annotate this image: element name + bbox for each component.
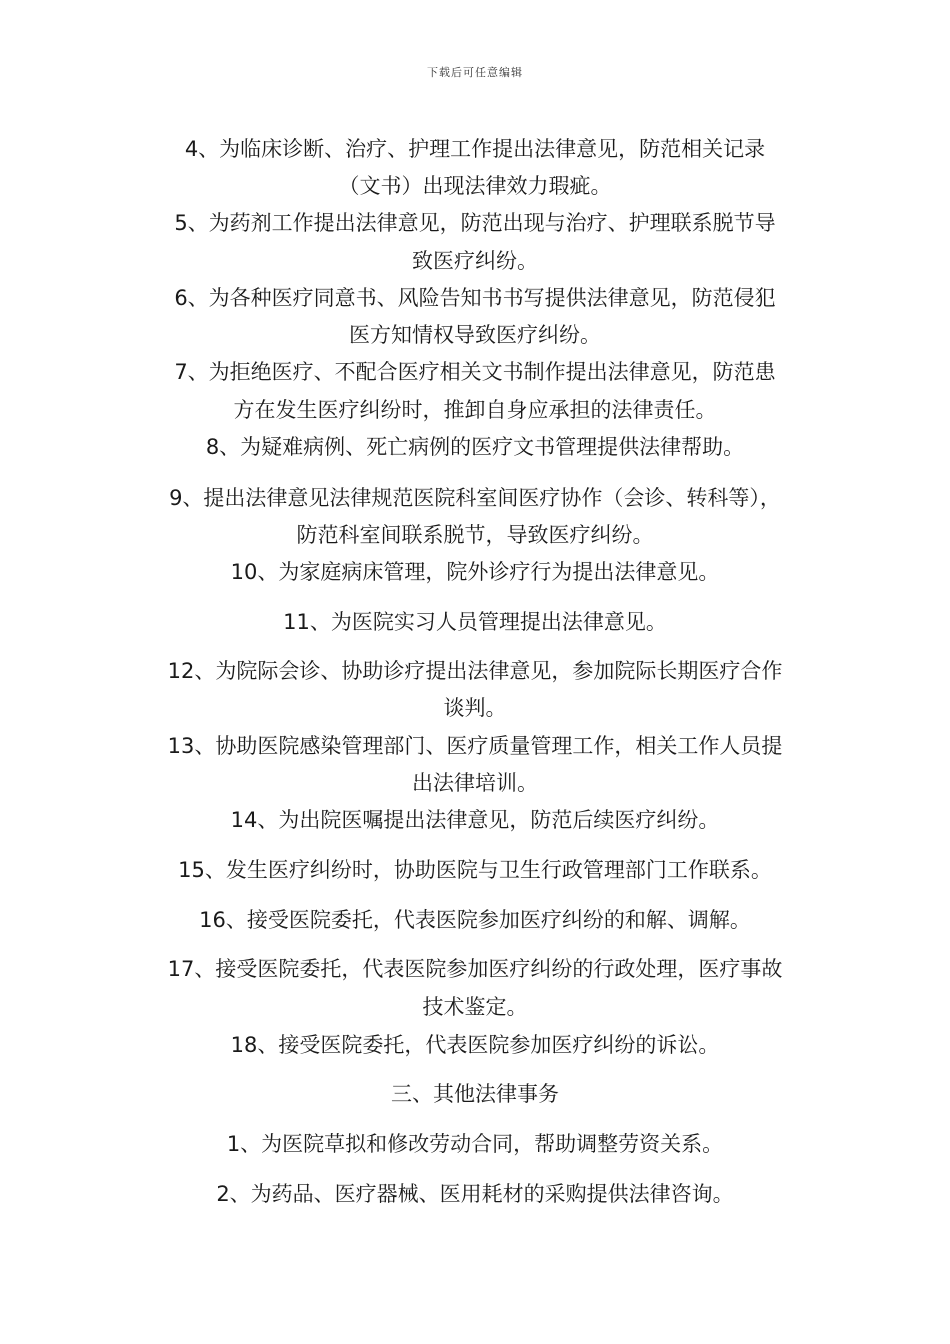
list-item-5-line-1: 5、为药剂工作提出法律意见，防范出现与治疗、护理联系脱节导: [174, 211, 776, 235]
list-item-7-line-1: 7、为拒绝医疗、不配合医疗相关文书制作提出法律意见，防范患: [174, 360, 776, 384]
list-item-9-line-1: 9、提出法律意见法律规范医院科室间医疗协作（会诊、转科等），: [169, 486, 781, 510]
list-item-6-line-2: 医方知情权导致医疗纠纷。: [349, 323, 601, 347]
section-item-1: 1、为医院草拟和修改劳动合同，帮助调整劳资关系。: [226, 1132, 724, 1156]
list-item-13-line-1: 13、协助医院感染管理部门、医疗质量管理工作，相关工作人员提: [167, 734, 783, 758]
list-item-5-line-2: 致医疗纠纷。: [412, 249, 538, 273]
list-item-4-line-1: 4、为临床诊断、治疗、护理工作提出法律意见，防范相关记录: [184, 137, 766, 161]
list-item-17-line-2: 技术鉴定。: [422, 995, 528, 1019]
list-item-12-line-1: 12、为院际会诊、协助诊疗提出法律意见，参加院际长期医疗合作: [167, 659, 783, 683]
list-item-6-line-1: 6、为各种医疗同意书、风险告知书书写提供法律意见，防范侵犯: [174, 286, 776, 310]
section-heading: 三、其他法律事务: [391, 1082, 559, 1106]
list-item-14: 14、为出院医嘱提出法律意见，防范后续医疗纠纷。: [230, 808, 720, 832]
list-item-15: 15、发生医疗纠纷时，协助医院与卫生行政管理部门工作联系。: [178, 858, 772, 882]
list-item-17-line-1: 17、接受医院委托，代表医院参加医疗纠纷的行政处理，医疗事故: [167, 957, 783, 981]
list-item-9-line-2: 防范科室间联系脱节，导致医疗纠纷。: [296, 523, 654, 547]
page-header-note: 下载后可任意编辑: [427, 66, 523, 79]
list-item-10: 10、为家庭病床管理，院外诊疗行为提出法律意见。: [230, 560, 720, 584]
list-item-16: 16、接受医院委托，代表医院参加医疗纠纷的和解、调解。: [199, 908, 751, 932]
list-item-7-line-2: 方在发生医疗纠纷时，推卸自身应承担的法律责任。: [233, 398, 717, 422]
list-item-13-line-2: 出法律培训。: [412, 771, 538, 795]
section-item-2: 2、为药品、医疗器械、医用耗材的采购提供法律咨询。: [216, 1182, 734, 1206]
list-item-4-line-2: （文书）出现法律效力瑕疵。: [338, 174, 612, 198]
list-item-18: 18、接受医院委托，代表医院参加医疗纠纷的诉讼。: [230, 1033, 720, 1057]
list-item-12-line-2: 谈判。: [443, 696, 507, 720]
list-item-11: 11、为医院实习人员管理提出法律意见。: [283, 610, 667, 634]
list-item-8: 8、为疑难病例、死亡病例的医疗文书管理提供法律帮助。: [205, 435, 745, 459]
